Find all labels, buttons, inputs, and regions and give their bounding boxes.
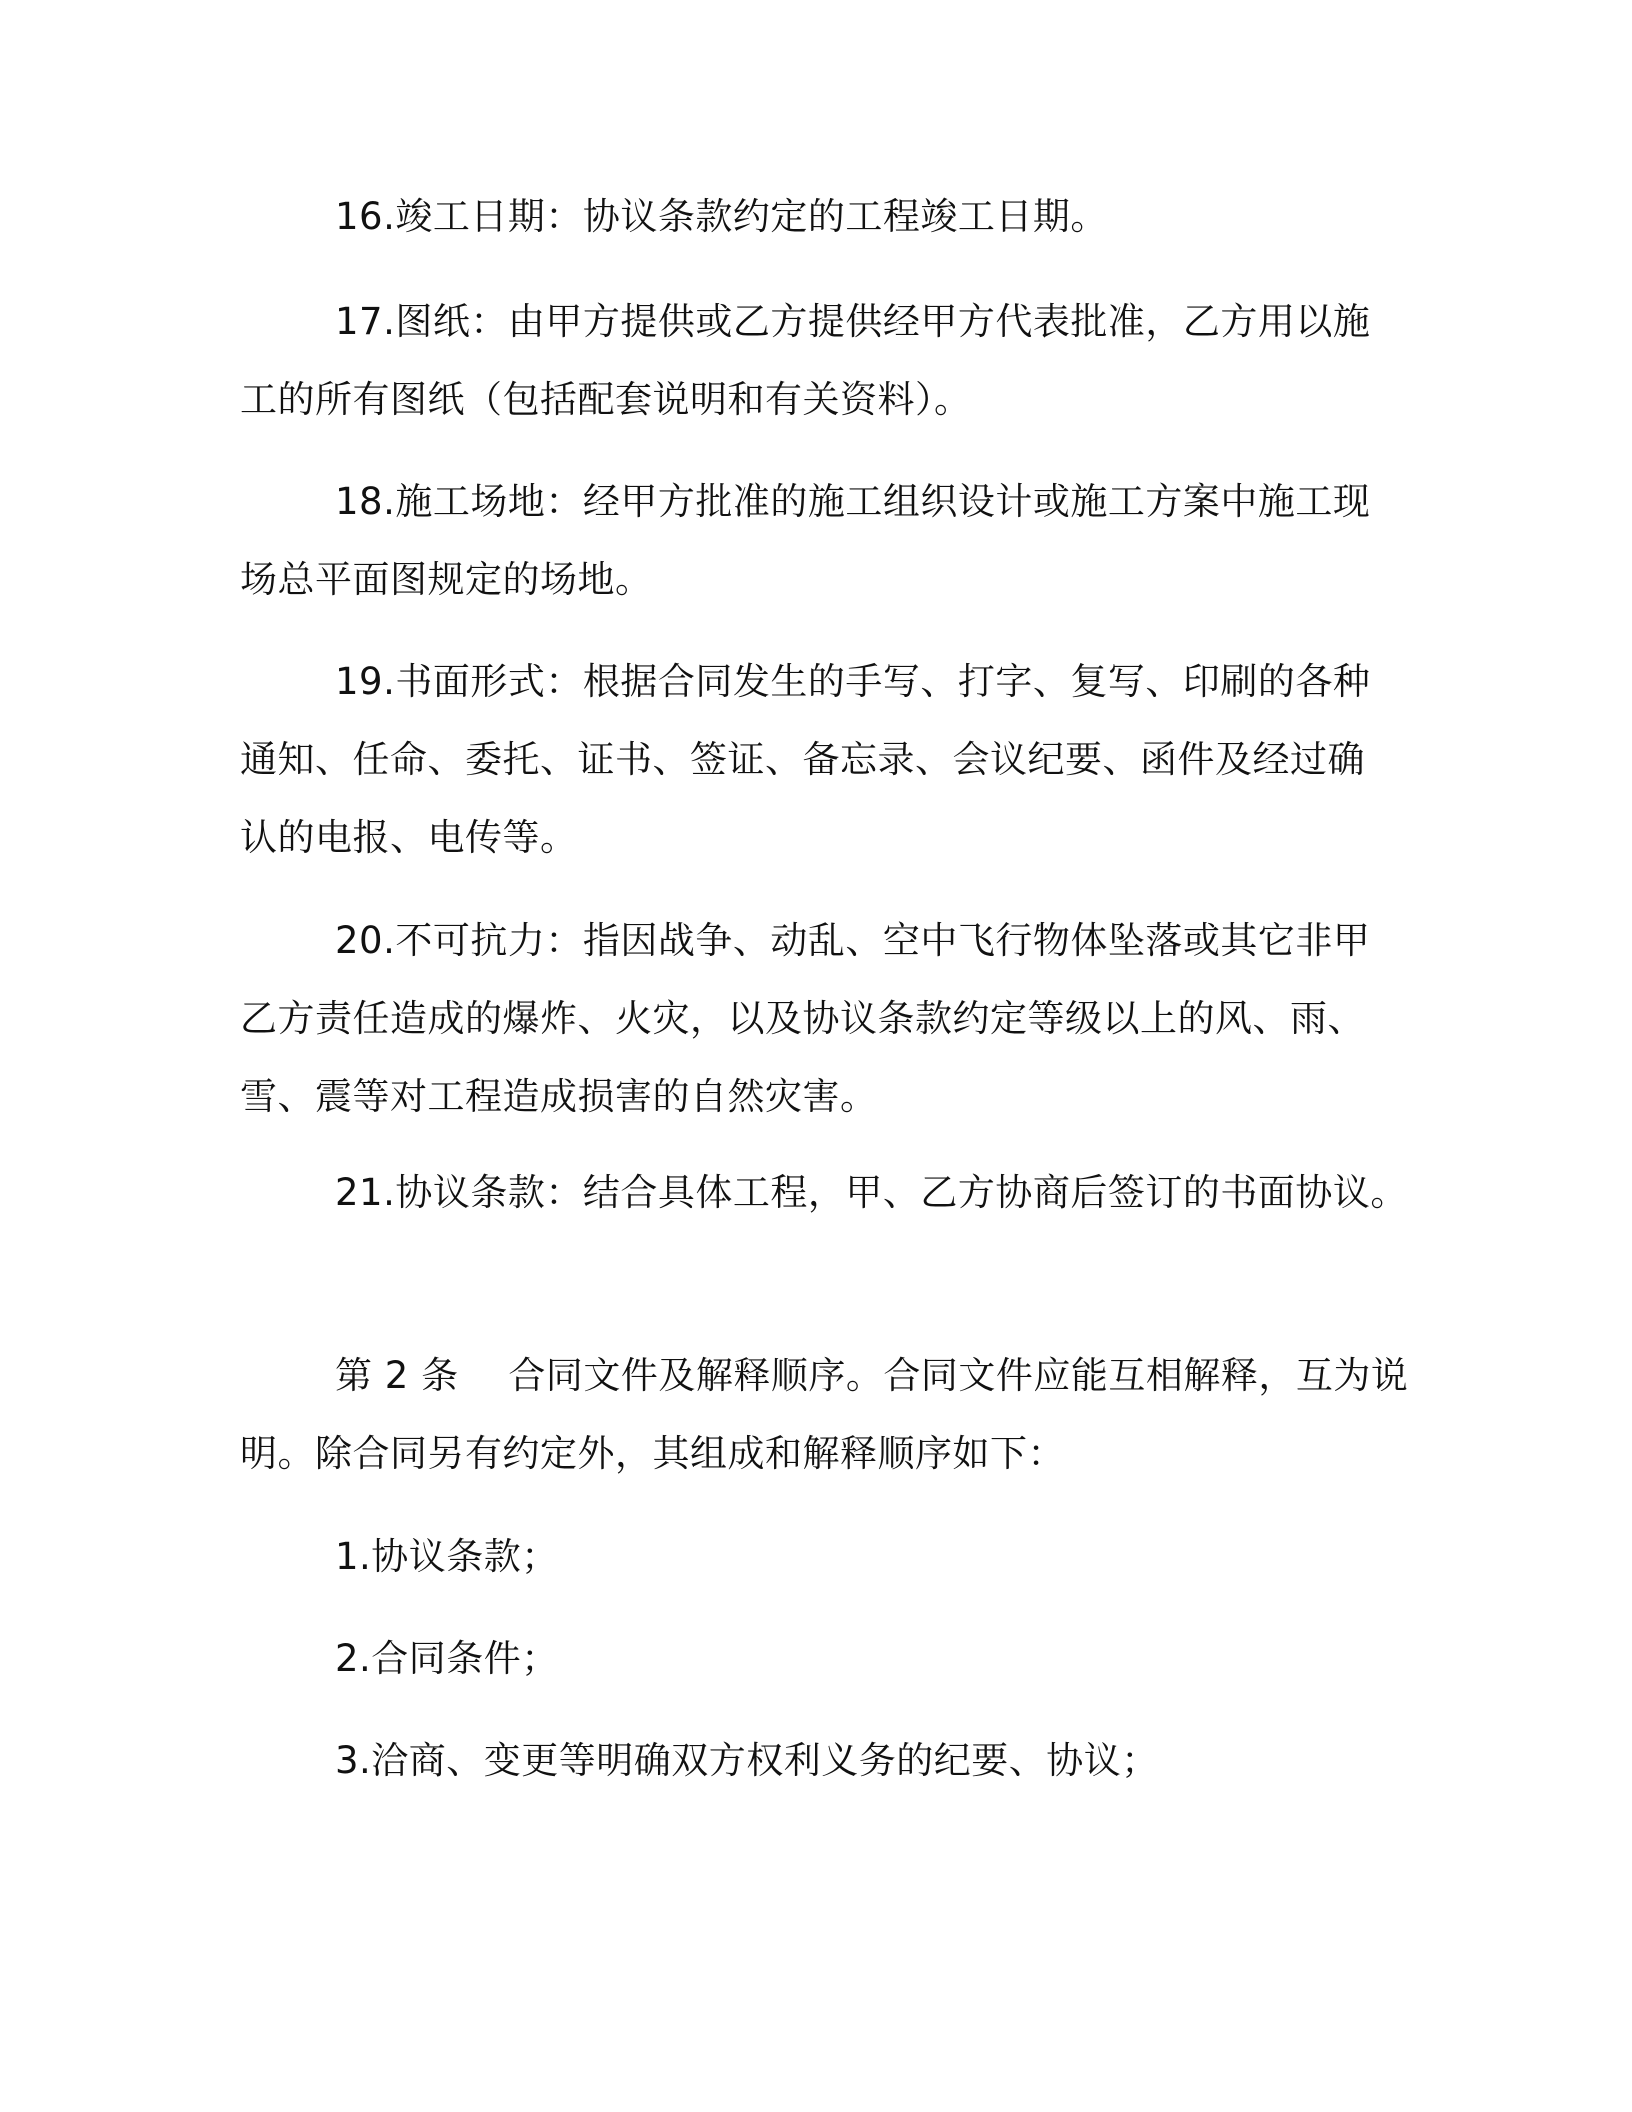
clause-16-line-1: 16.竣工日期：协议条款约定的工程竣工日期。 — [335, 195, 1108, 238]
list-item-2 — [240, 1620, 1390, 1698]
clause-21-line-1: 21.协议条款：结合具体工程，甲、乙方协商后签订的书面协议。 — [335, 1171, 1408, 1214]
clause-21 — [240, 1154, 1408, 1232]
clause-20 — [240, 902, 1390, 1136]
clause-19 — [240, 643, 1390, 877]
list-item-3 — [240, 1722, 1390, 1800]
clause-17-line-1: 17.图纸：由甲方提供或乙方提供经甲方代表批准，乙方用以施 — [335, 300, 1371, 343]
clause-20-line-2: 乙方责任造成的爆炸、火灾，以及协议条款约定等级以上的风、雨、 — [240, 997, 1365, 1040]
clause-18-line-2: 场总平面图规定的场地。 — [240, 558, 653, 601]
clause-20-line-1: 20.不可抗力：指因战争、动乱、空中飞行物体坠落或其它非甲 — [335, 919, 1371, 962]
clause-17 — [240, 283, 1390, 439]
list-item-1 — [240, 1518, 1390, 1596]
article-2-line-2: 明。除合同另有约定外，其组成和解释顺序如下： — [240, 1432, 1065, 1475]
clause-17-line-2: 工的所有图纸（包括配套说明和有关资料）。 — [240, 378, 972, 421]
clause-19-line-1: 19.书面形式：根据合同发生的手写、打字、复写、印刷的各种 — [335, 660, 1371, 703]
clause-19-line-2: 通知、任命、委托、证书、签证、备忘录、会议纪要、函件及经过确 — [240, 738, 1365, 781]
list-item-2-text: 2.合同条件； — [335, 1637, 559, 1680]
article-2-line-1: 第 2 条 合同文件及解释顺序。合同文件应能互相解释，互为说 — [335, 1354, 1409, 1397]
clause-20-line-3: 雪、震等对工程造成损害的自然灾害。 — [240, 1075, 878, 1118]
list-item-3-text: 3.洽商、变更等明确双方权利义务的纪要、协议； — [335, 1739, 1159, 1782]
clause-19-line-3: 认的电报、电传等。 — [240, 816, 578, 859]
list-item-1-text: 1.协议条款； — [335, 1535, 559, 1578]
clause-16 — [240, 178, 1390, 256]
clause-18 — [240, 463, 1390, 619]
article-2 — [240, 1337, 1409, 1493]
clause-18-line-1: 18.施工场地：经甲方批准的施工组织设计或施工方案中施工现 — [335, 480, 1371, 523]
